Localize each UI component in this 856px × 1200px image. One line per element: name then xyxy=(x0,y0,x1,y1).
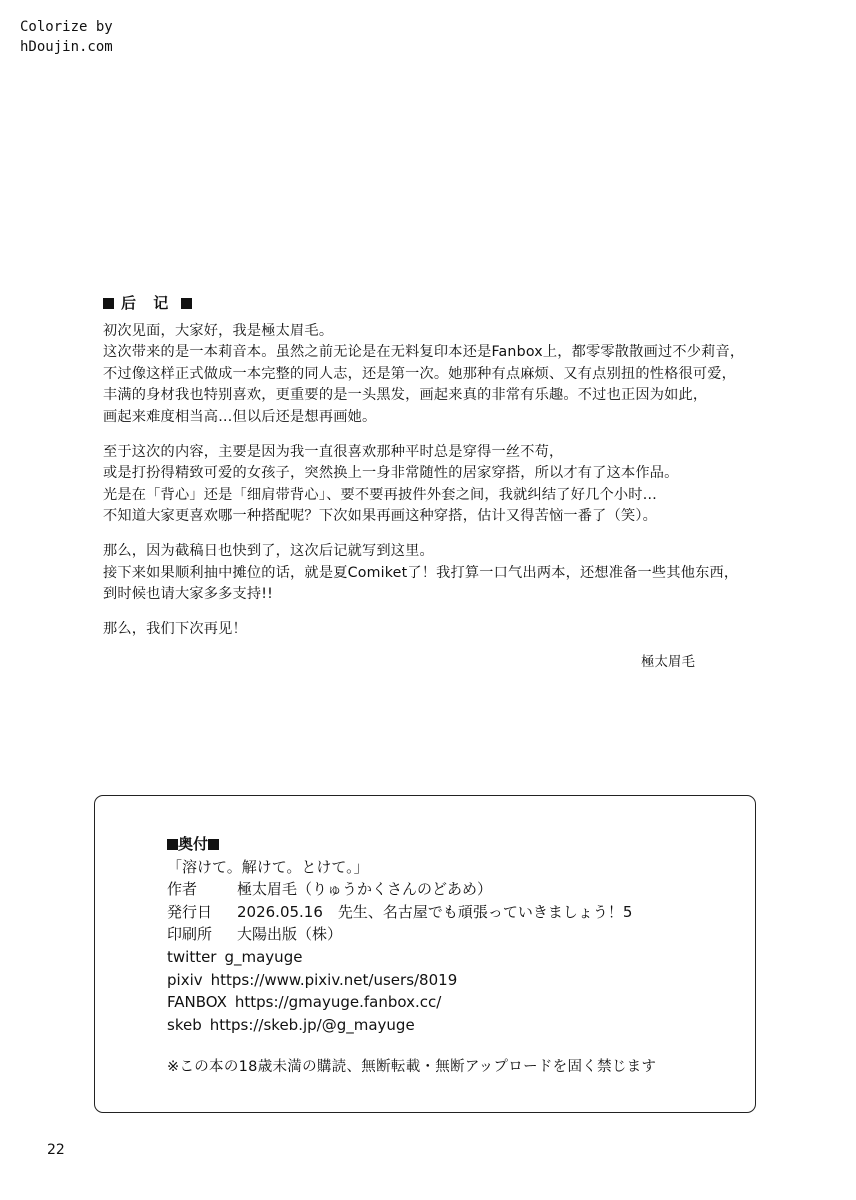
square-bullet-icon xyxy=(167,839,178,850)
colophon-title-text: 奥付 xyxy=(178,835,209,853)
afterword-line: 不过像这样正式做成一本完整的同人志，还是第一次。她那种有点麻烦、又有点别扭的性格很可爱， xyxy=(103,365,737,382)
afterword-line: 不知道大家更喜欢哪一种搭配呢？下次如果再画这种穿搭，估计又得苦恼一番了（笑）。 xyxy=(103,508,658,525)
page-number: 22 xyxy=(47,1142,65,1158)
watermark-line-1: Colorize by xyxy=(20,19,113,35)
colophon-key: twitter xyxy=(167,947,217,966)
colophon-value: 2026.05.16 先生、名古屋でも頑張っていきましょう！5 xyxy=(237,902,633,921)
colophon-value: 大陽出版（株） xyxy=(237,925,343,944)
colophon-value: https://skeb.jp/@g_mayuge xyxy=(209,1015,415,1034)
afterword-line: 或是打扮得精致可爱的女孩子，突然换上一身非常随性的居家穿搭，所以才有了这本作品。 xyxy=(103,465,679,482)
colophon-key: 作者 xyxy=(167,880,198,899)
afterword-line: 那么，我们下次再见！ xyxy=(103,620,247,637)
colophon-row-pixiv xyxy=(167,969,632,992)
watermark-line-2: hDoujin.com xyxy=(20,39,113,55)
afterword-line: 初次见面，大家好，我是極太眉毛。 xyxy=(103,322,334,339)
copyright-notice: ※この本の18歳未満の購読、無断転載・無断アップロードを固く禁じます xyxy=(167,1059,657,1075)
colophon-title xyxy=(167,833,632,856)
afterword-paragraph xyxy=(103,321,843,429)
colophon-value: 極太眉毛（りゅうかくさんのどあめ） xyxy=(237,880,493,899)
colophon-box xyxy=(94,795,756,1113)
afterword-heading-text: 后 记 xyxy=(121,294,175,312)
afterword-line: 至于这次的内容，主要是因为我一直很喜欢那种平时总是穿得一丝不苟， xyxy=(103,443,564,460)
square-bullet-icon xyxy=(103,298,114,309)
book-title: 「溶けて。解けて。とけて。」 xyxy=(167,857,369,876)
afterword-section xyxy=(103,293,843,653)
afterword-line: 这次带来的是一本莉音本。虽然之前无论是在无料复印本还是Fanbox上，都零零散散画过不少莉音， xyxy=(103,344,745,361)
afterword-line: 到时候也请大家多多支持!! xyxy=(103,586,274,603)
colophon-key: pixiv xyxy=(167,970,203,989)
colophon-row-date xyxy=(167,901,632,924)
square-bullet-icon xyxy=(208,839,219,850)
colophon-row-author xyxy=(167,878,632,901)
colophon-key: skeb xyxy=(167,1015,202,1034)
afterword-paragraph xyxy=(103,442,843,528)
afterword-heading xyxy=(103,293,843,315)
colophon-key: 印刷所 xyxy=(167,925,213,944)
colophon-row-twitter xyxy=(167,946,632,969)
colophon-value: https://gmayuge.fanbox.cc/ xyxy=(234,993,442,1012)
colophon-row-printer xyxy=(167,923,632,946)
author-signature: 極太眉毛 xyxy=(641,654,695,670)
afterword-line: 光是在「背心」还是「细肩带背心」、要不要再披件外套之间，我就纠结了好几个小时… xyxy=(103,486,658,503)
afterword-line: 接下来如果顺利抽中摊位的话，就是夏Comiket了！我打算一口气出两本，还想准备一些其他东西， xyxy=(103,564,739,581)
colophon-row-fanbox xyxy=(167,991,632,1014)
afterword-paragraph xyxy=(103,619,843,641)
colophon-key: 発行日 xyxy=(167,902,213,921)
colophon-row-skeb xyxy=(167,1014,632,1037)
afterword-line: 那么，因为截稿日也快到了，这次后记就写到这里。 xyxy=(103,542,434,559)
colophon-value: https://www.pixiv.net/users/8019 xyxy=(210,970,458,989)
afterword-line: 丰满的身材我也特别喜欢，更重要的是一头黑发，画起来真的非常有乐趣。不过也正因为如此， xyxy=(103,387,708,404)
colophon-content xyxy=(167,833,632,1036)
colophon-key: FANBOX xyxy=(167,993,227,1012)
afterword-line: 画起来难度相当高…但以后还是想再画她。 xyxy=(103,408,377,425)
watermark xyxy=(20,17,113,57)
square-bullet-icon xyxy=(181,298,192,309)
afterword-paragraph xyxy=(103,541,843,606)
colophon-value: g_mayuge xyxy=(224,947,303,966)
